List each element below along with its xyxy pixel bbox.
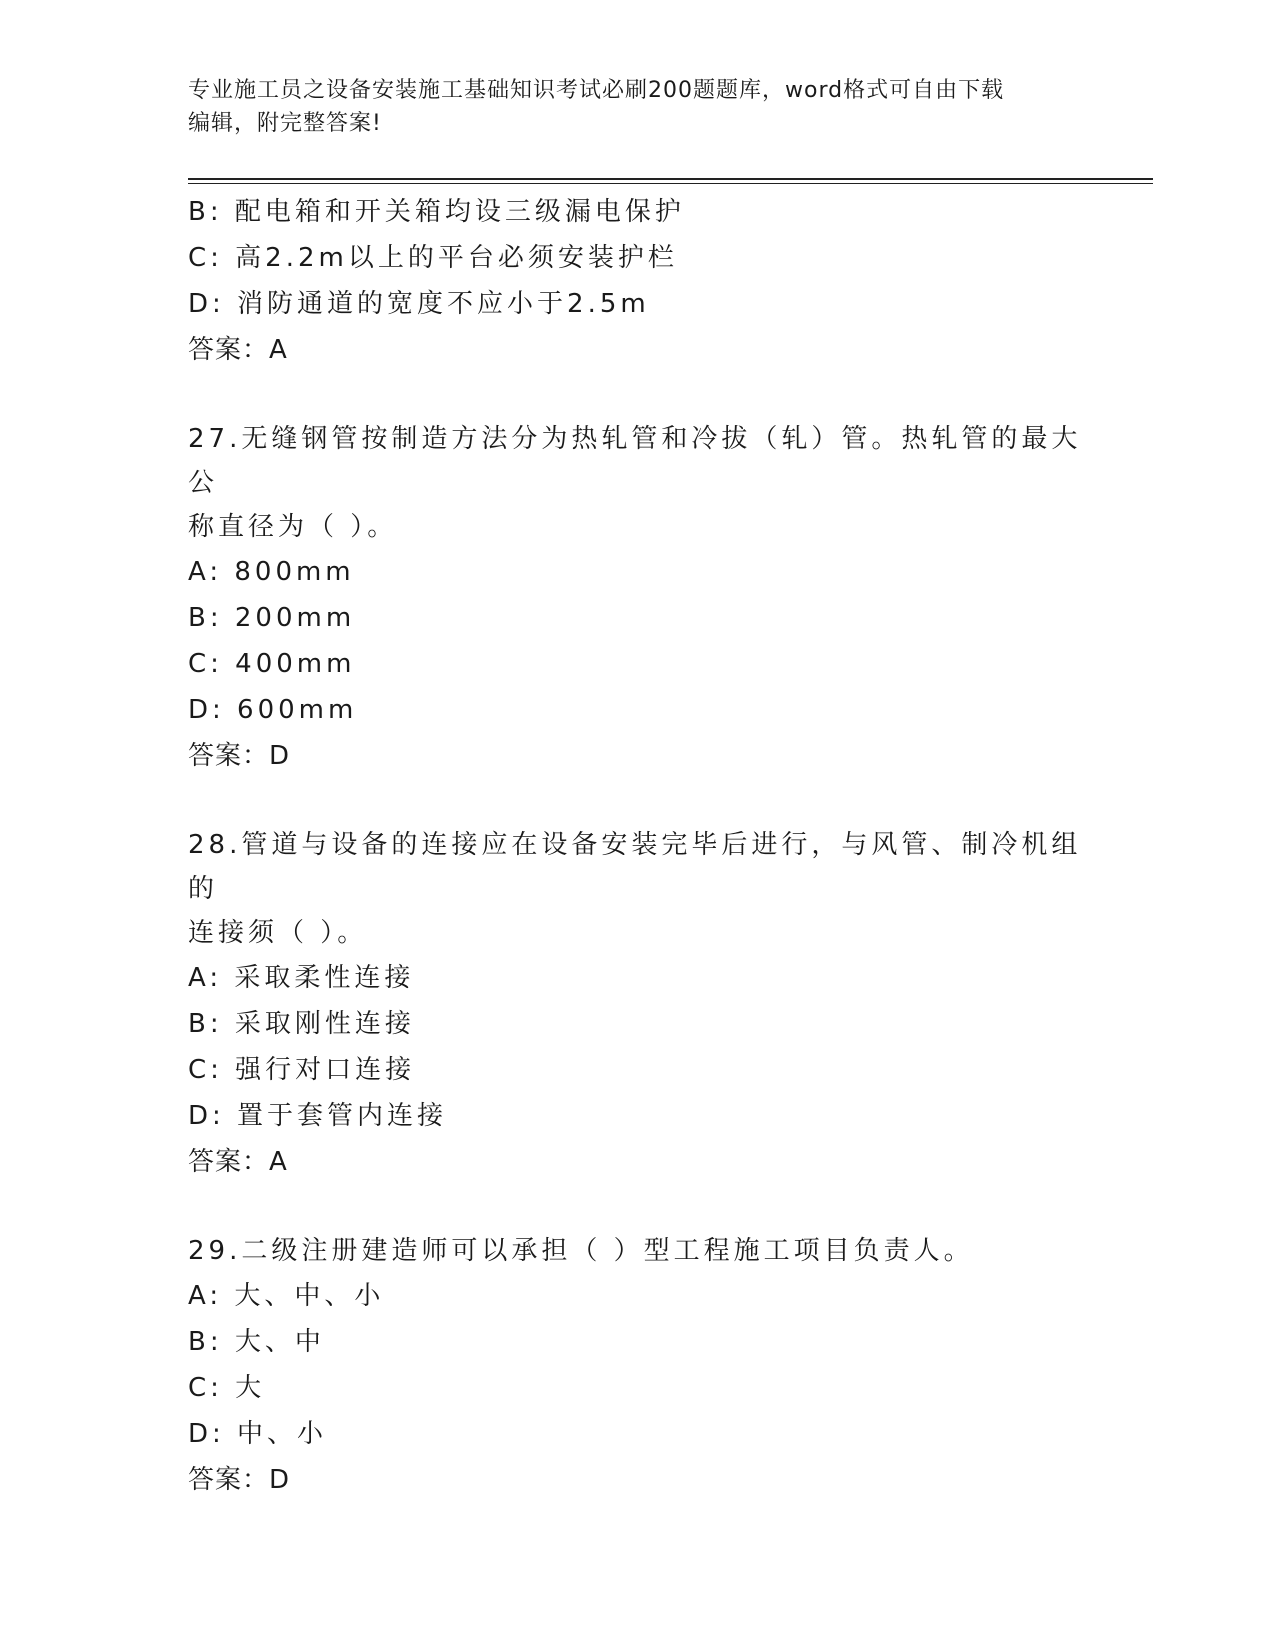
answer: 答案：A — [188, 335, 288, 365]
option-b: B: 200mm — [188, 603, 356, 633]
option-d: D: 置于套管内连接 — [188, 1101, 448, 1131]
document-header — [188, 74, 1088, 140]
header-rule-thick — [188, 178, 1153, 180]
spacer — [188, 779, 1088, 823]
question-stem-line-2: 称直径为（ ）。 — [188, 512, 398, 542]
spacer — [188, 1185, 1088, 1229]
option-a: A: 大、中、小 — [188, 1281, 385, 1311]
question-list — [188, 189, 1088, 1503]
question-28 — [188, 823, 1088, 1185]
option-a: A: 800mm — [188, 557, 355, 587]
header-line-1: 专业施工员之设备安装施工基础知识考试必刷200题题库，word格式可自由下载 — [188, 78, 1005, 103]
option-c: C: 强行对口连接 — [188, 1055, 416, 1085]
option-c: C: 高2.2m以上的平台必须安装护栏 — [188, 243, 678, 273]
header-rule-thin — [188, 183, 1153, 184]
question-stem-line-1: 28.管道与设备的连接应在设备安装完毕后进行，与风管、制冷机组的 — [188, 830, 1082, 904]
option-c: C: 400mm — [188, 649, 356, 679]
answer: 答案：D — [188, 1465, 291, 1495]
option-a: A: 采取柔性连接 — [188, 963, 415, 993]
question-26 — [188, 189, 1088, 373]
question-stem-line-1: 27.无缝钢管按制造方法分为热轧管和冷拔（轧）管。热轧管的最大公 — [188, 424, 1082, 498]
spacer — [188, 373, 1088, 417]
option-b: B: 大、中 — [188, 1327, 325, 1357]
question-stem-line-2: 连接须（ ）。 — [188, 918, 368, 948]
option-c: C: 大 — [188, 1373, 266, 1403]
question-27 — [188, 417, 1088, 779]
question-29 — [188, 1229, 1088, 1503]
option-d: D: 600mm — [188, 695, 358, 725]
option-d: D: 消防通道的宽度不应小于2.5m — [188, 289, 650, 319]
option-b: B: 采取刚性连接 — [188, 1009, 415, 1039]
header-line-2: 编辑，附完整答案! — [188, 111, 382, 136]
option-b: B: 配电箱和开关箱均设三级漏电保护 — [188, 197, 685, 227]
option-d: D: 中、小 — [188, 1419, 328, 1449]
answer: 答案：D — [188, 741, 291, 771]
answer: 答案：A — [188, 1147, 288, 1177]
question-stem-line-1: 29.二级注册建造师可以承担（ ）型工程施工项目负责人。 — [188, 1236, 974, 1266]
